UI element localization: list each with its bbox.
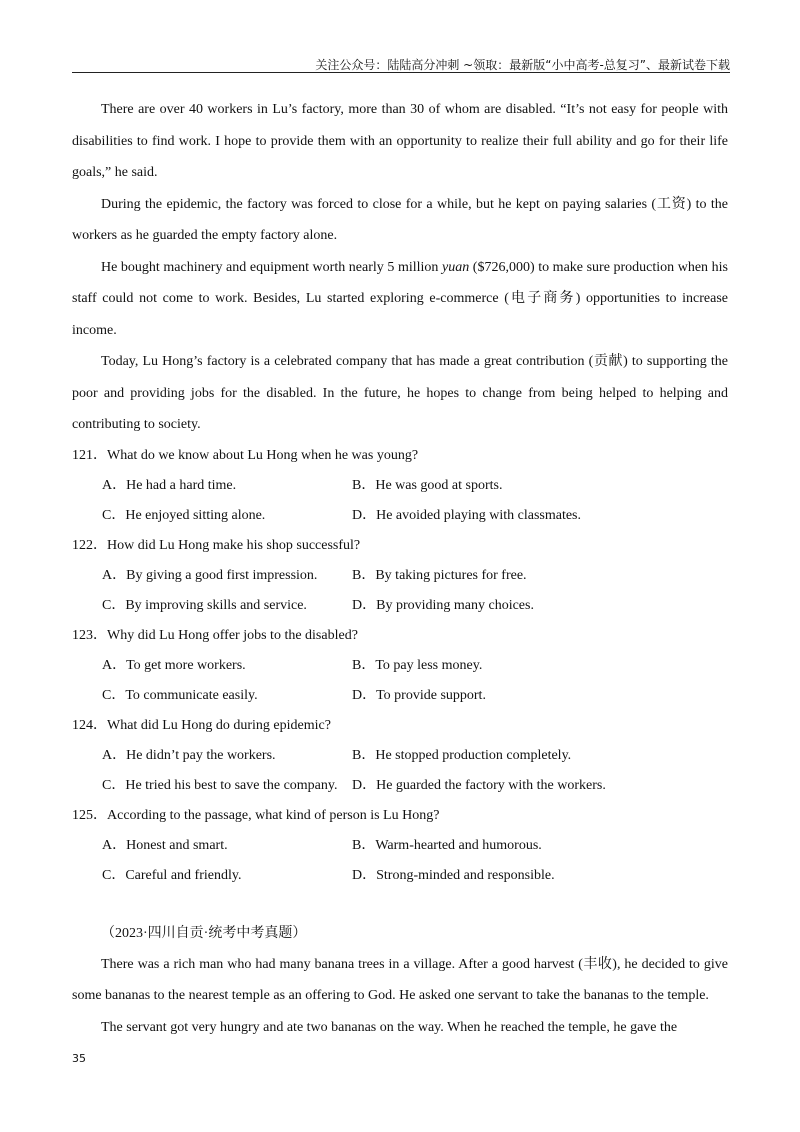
paragraph-3-part-2: ($726,000) to make sure production when his staff could not come to work. Besides, Lu started exploring e-commerce (电子商务) opportunities to increase income. [72,259,728,338]
document-body [72,94,728,1043]
option-b: B．By taking pictures for free. [352,567,527,583]
option-c: C．To communicate easily. [102,687,258,703]
question-124 [72,711,728,801]
question-stem: 121．What do we know about Lu Hong when he was young? [72,447,419,463]
paragraph-3 [72,252,728,347]
question-121 [72,441,728,531]
option-a: A．By giving a good first impression. [102,567,318,583]
paragraph-3-part-1: He bought machinery and equipment worth nearly 5 million [101,259,442,275]
option-c: C．He tried his best to save the company. [102,777,338,793]
option-b: B．Warm-hearted and humorous. [352,837,542,853]
question-125 [72,801,728,891]
paragraph-3-italic: yuan [441,259,470,275]
option-b: B．To pay less money. [352,657,483,673]
page-header: 关注公众号：陆陆高分冲刺 ~领取：最新版“小中高考-总复习”、最新试卷下载 [315,58,730,72]
option-a: A．He had a hard time. [102,477,237,493]
paragraph-2: During the epidemic, the factory was forced to close for a while, but he kept on paying salaries (工资) to the workers as he guarded the empty factory alone. [72,196,728,243]
option-d: D．He guarded the factory with the workers. [352,777,606,793]
question-stem: 123．Why did Lu Hong offer jobs to the disabled? [72,627,358,643]
question-stem: 124．What did Lu Hong do during epidemic? [72,717,331,733]
option-c: C．Careful and friendly. [102,867,242,883]
option-a: A．He didn’t pay the workers. [102,747,276,763]
option-b: B．He was good at sports. [352,477,503,493]
option-a: A．To get more workers. [102,657,246,673]
question-123 [72,621,728,711]
page-number: 35 [72,1052,86,1065]
option-b: B．He stopped production completely. [352,747,572,763]
option-d: D．Strong-minded and responsible. [352,867,555,883]
question-stem: 125．According to the passage, what kind of person is Lu Hong? [72,807,440,823]
option-d: D．To provide support. [352,687,486,703]
option-d: D．He avoided playing with classmates. [352,507,582,523]
header-rule [72,72,730,73]
source-citation: （2023·四川自贡·统考中考真题） [101,925,307,941]
question-stem: 122．How did Lu Hong make his shop successful? [72,537,361,553]
passage-2-paragraph-2: The servant got very hungry and ate two bananas on the way. When he reached the temple, he gave the [101,1019,678,1035]
option-a: A．Honest and smart. [102,837,228,853]
passage-2-paragraph-1: There was a rich man who had many banana trees in a village. After a good harvest (丰收), he decided to give some bananas to the nearest temple as an offering to God. He asked one servant to take the bananas to the temple. [72,956,728,1003]
paragraph-1: There are over 40 workers in Lu’s factory, more than 30 of whom are disabled. “It’s not easy for people with disabilities to find work. I hope to provide them with an opportunity to realize their full ability and go for their life goals,” he said. [72,102,728,180]
question-122 [72,531,728,621]
option-c: C．By improving skills and service. [102,597,307,613]
option-d: D．By providing many choices. [352,597,534,613]
paragraph-4: Today, Lu Hong’s factory is a celebrated company that has made a great contribution (贡献) to supporting the poor and providing jobs for the disabled. In the future, he hopes to change from being helped to helping and contributing to society. [72,354,728,432]
option-c: C．He enjoyed sitting alone. [102,507,266,523]
